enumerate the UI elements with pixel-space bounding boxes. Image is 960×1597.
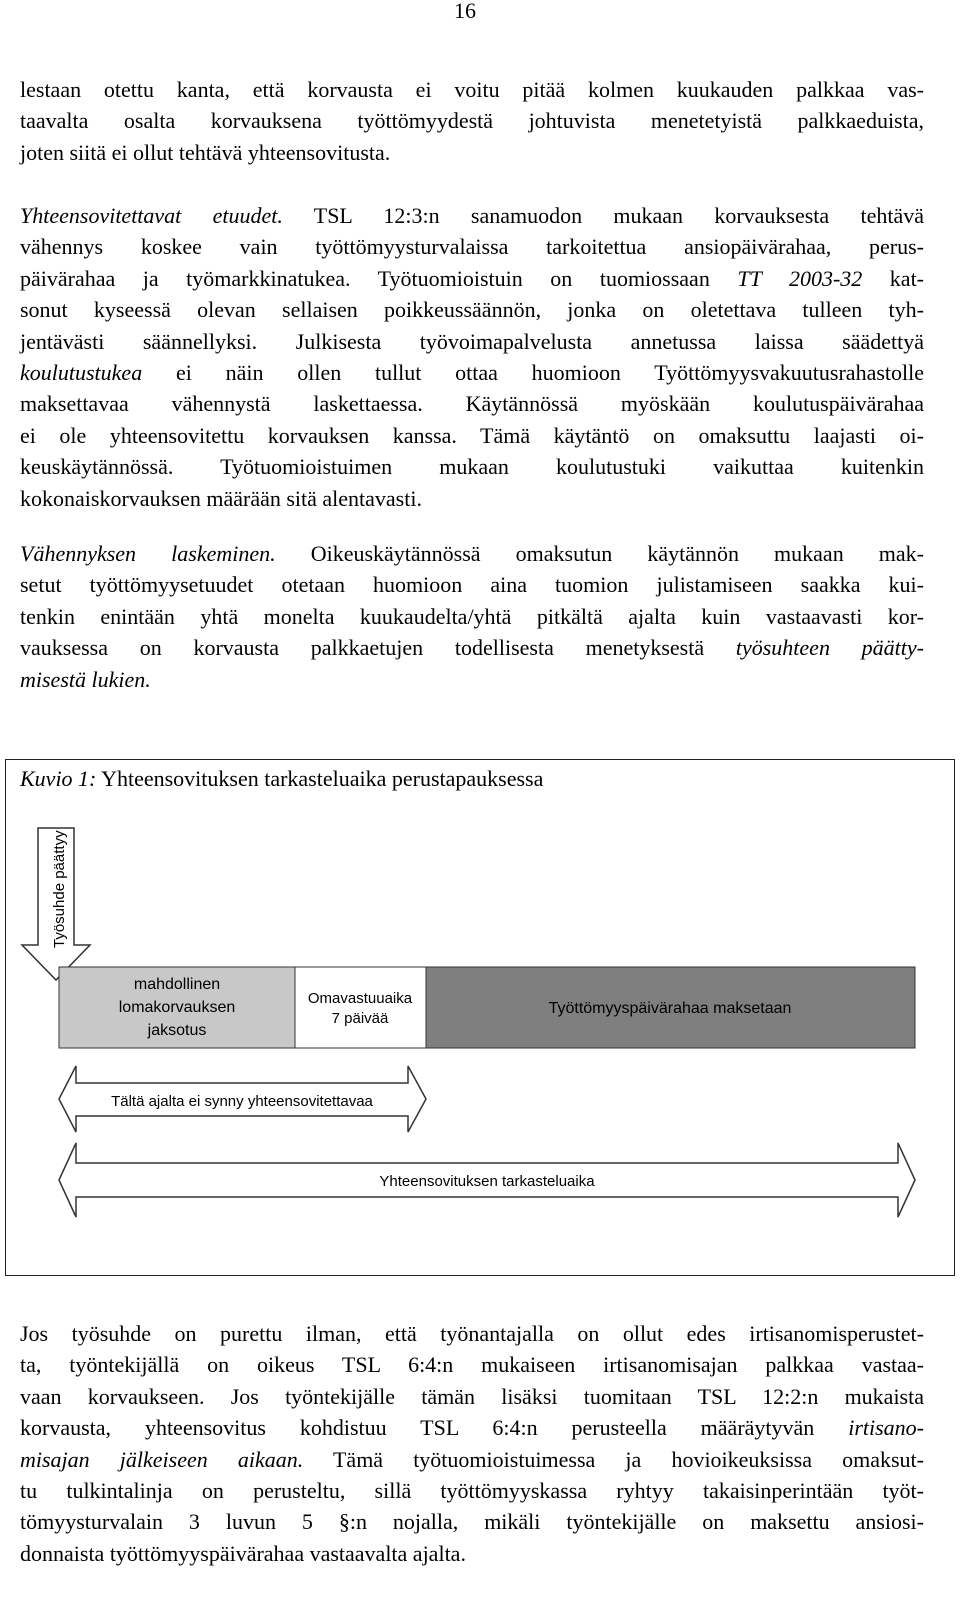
text-line: jentävästi säännellyksi. Julkisesta työvoimapalvelusta annetussa laissa säädettyä xyxy=(20,328,924,354)
timeline-diagram xyxy=(6,760,956,1277)
box1-line: lomakorvauksen xyxy=(118,999,236,1016)
text-line: ta, työntekijällä on oikeus TSL 6:4:n mukaiseen irtisanomisajan palkkaa vastaa- xyxy=(20,1352,924,1378)
text-line: Yhteensovitettavat etuudet. TSL 12:3:n sanamuodon mukaan korvauksesta tehtävä xyxy=(20,203,924,228)
text-line: sonut kyseessä olevan sellaisen poikkeussäännön, jonka on oletettava tulleen tyh- xyxy=(20,297,924,323)
box1-line: mahdollinen xyxy=(133,976,221,993)
text-line: donnaista työttömyyspäivärahaa vastaavalta ajalta. xyxy=(20,1540,466,1566)
emphasis: misestä lukien. xyxy=(20,666,151,692)
text-line: korvausta, yhteensovitus kohdistuu TSL 6:4:n perusteella määräytyvän irtisano- xyxy=(20,1415,924,1441)
paragraph-1 xyxy=(20,74,924,168)
text-line: ei ole yhteensovitettu korvauksen kanssa. Tämä käytäntö on omaksuttu laajasti oi- xyxy=(20,422,924,448)
text-line: kokonaiskorvauksen määrään sitä alentavasti. xyxy=(20,485,422,511)
paragraph-2 xyxy=(20,200,924,514)
text-line: koulutustukea ei näin ollen tullut ottaa huomioon Työttömyysvakuutusrahastolle xyxy=(20,360,924,386)
paragraph-3 xyxy=(20,538,924,695)
emphasis: irtisano- xyxy=(848,1415,924,1441)
box2-line: Omavastuuaika xyxy=(307,990,413,1007)
text-line: vauksessa on korvausta palkkaetujen todellisesta menetyksestä työsuhteen päätty- xyxy=(20,635,924,661)
text-line: misajan jälkeiseen aikaan. Tämä työtuomioistuimessa ja hovioikeuksissa omaksut- xyxy=(20,1446,924,1472)
box3-label: Työttömyyspäivärahaa maksetaan xyxy=(548,1000,792,1017)
box1-line: jaksotus xyxy=(147,1022,207,1039)
emphasis: koulutustukea xyxy=(20,360,143,386)
section-heading: Vähennyksen laskeminen. xyxy=(20,541,276,566)
arrow-down-label: Työsuhde päättyy xyxy=(51,830,68,948)
arrow1-label: Tältä ajalta ei synny yhteensovitettavaa xyxy=(111,1093,373,1110)
deductible-period-box xyxy=(295,967,426,1048)
text-line: setut työttömyysetuudet otetaan huomioon aina tuomion julistamiseen saakka kui- xyxy=(20,572,924,598)
text-line: Vähennyksen laskeminen. Oikeuskäytännössä omaksutun käytännön mukaan mak- xyxy=(20,541,924,566)
page-number: 16 xyxy=(454,0,476,23)
text-line: vähennys koskee vain työttömyysturvalaissa tarkoitettua ansiopäivärahaa, perus- xyxy=(20,234,924,260)
case-reference: TT 2003-32 xyxy=(737,265,863,291)
text-line xyxy=(20,664,924,695)
figure-box xyxy=(5,759,955,1276)
text-line: maksettavaa vähennystä laskettaessa. Käytännössä myöskään koulutuspäivärahaa xyxy=(20,391,924,417)
paragraph-4 xyxy=(20,1318,924,1569)
arrow2-label: Yhteensovituksen tarkasteluaika xyxy=(379,1173,595,1190)
text-line: tömyysturvalain 3 luvun 5 §:n nojalla, mikäli työntekijälle on maksettu ansiosi- xyxy=(20,1509,924,1535)
emphasis: misajan jälkeiseen aikaan. xyxy=(20,1446,304,1472)
section-heading: Yhteensovitettavat etuudet. xyxy=(20,203,283,228)
text-line: joten siitä ei ollut tehtävä yhteensovitusta. xyxy=(20,139,391,165)
box2-line: 7 päivää xyxy=(331,1010,389,1027)
text-line: vaan korvaukseen. Jos työntekijälle tämän lisäksi tuomitaan TSL 12:2:n mukaista xyxy=(20,1383,924,1409)
emphasis: työsuhteen päätty- xyxy=(735,635,924,661)
text-line: keuskäytännössä. Työtuomioistuimen mukaan koulutustuki vaikuttaa kuitenkin xyxy=(20,454,924,480)
text-line: tenkin enintään yhtä monelta kuukaudelta/yhtä pitkältä ajalta kuin vastaavasti kor- xyxy=(20,603,924,629)
text-line: päivärahaa ja työmarkkinatukea. Työtuomioistuin on tuomiossaan TT 2003-32 kat- xyxy=(20,265,925,291)
text-line: tu tulkintalinja on perusteltu, sillä työttömyyskassa ryhtyy takaisinperintään työt- xyxy=(20,1478,924,1504)
text-line: taavalta osalta korvauksena työttömyydestä johtuvista menetetyistä palkkaeduista, xyxy=(20,108,924,134)
text-line: Jos työsuhde on purettu ilman, että työnantajalla on ollut edes irtisanomisperustet- xyxy=(20,1321,924,1346)
text-line: lestaan otettu kanta, että korvausta ei voitu pitää kolmen kuukauden palkkaa vas- xyxy=(20,77,924,102)
figure-title: Kuvio 1: Yhteensovituksen tarkasteluaika perustapauksessa xyxy=(20,766,544,791)
